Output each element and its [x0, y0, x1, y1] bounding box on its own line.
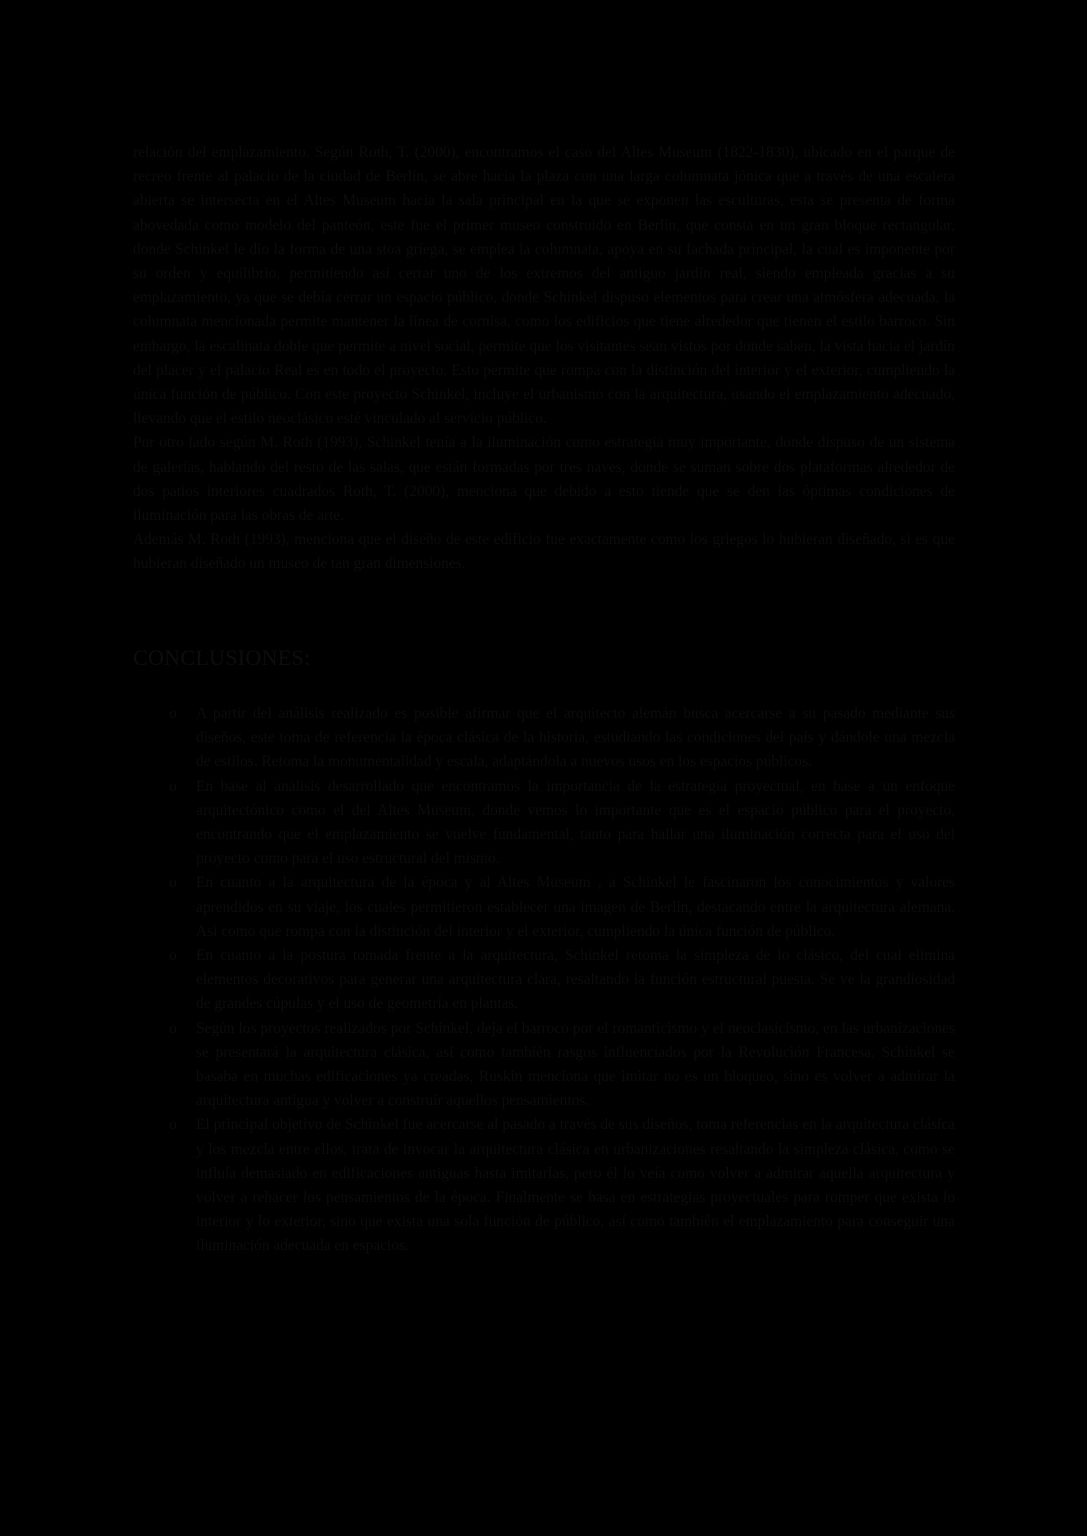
body-text: [133, 141, 955, 577]
conclusion-text-5: Según los proyectos realizados por Schinkel, deja el barroco por el romanticismo y el neoclasicismo, en las urbanizaciones se presentará la arquitectura clásica, así como también rasgos influenciados por la Revolución Francesa. Schinkel se basaba en muchas edificaciones ya creadas, Ruskin menciona que imitar no es un bloqueo, sino es volver a admirar la arquitectura antigua y volver a construir aquellos pensamientos.: [196, 1019, 955, 1110]
conclusion-text-4: En cuanto a la postura tomada frente a la arquitectura, Schinkel retoma la simpleza de lo clásico, del cual elimina elementos decorativos para generar una arquitectura clara, resaltando la función estructural puesta. Se ve la grandiosidad de grandes cúpulas y el uso de geometría en plantas.: [196, 947, 955, 1013]
bullet-circle-icon: o: [169, 947, 177, 965]
bullet-circle-icon: o: [169, 777, 177, 795]
conclusion-item-2: [160, 775, 955, 872]
body-paragraph-1: relación del emplazamiento. Según Roth, T. (2000), encontramos el caso del Altes Museum (1822-1830), ubicado en el parque de recreo frente al palacio de la ciudad de Berlín, se abre hacia la plaza con una larga columnata jónica que a través de una escalera abierta se intersecta en el Altes Museum hacia la sala principal en la que se exponen las esculturas, esta se presenta de forma abovedada como modelo del panteón, este fue el primer museo construido en Berlín, que consta en un gran bloque rectangular, donde Schinkel le dio la forma de una stoa griega, se emplea la columnata, apoya en su fachada principal, la cual es imponente por su orden y equilibrio, permitiendo así cerrar uno de los extremos del antiguo jardín real, siendo empleada gracias a su emplazamiento, ya que se debía cerrar un espacio público, donde Schinkel dispuso elementos para crear una atmósfera adecuada, la columnata mencionada permite mantener la línea de cornisa, como los edificios que tiene alrededor que tienen el estilo barroco. Sin embargo, la escalinata doble que permite a nivel social, permite que los visitantes sean vistos por donde saben, la vista hacia el jardín del placer y el palacio Real es en todo el proyecto. Esto permite que rompa con la distinción del interior y el exterior, cumpliendo la única función de público. Con este proyecto Schinkel, incluye el urbanismo con la arquitectura, usando el emplazamiento adecuado, llevando que el estilo neoclásico esté vinculado al servicio público.: [133, 144, 955, 428]
body-paragraph-3: Además M. Roth (1993), menciona que el diseño de este edificio fue exactamente como los griegos lo hubieran diseñado, si es que hubieran diseñado un museo de tan gran dimensiones.: [133, 531, 955, 573]
bullet-circle-icon: o: [169, 1116, 177, 1134]
conclusions-heading: CONCLUSIONES:: [133, 645, 311, 670]
bullet-circle-icon: o: [169, 874, 177, 892]
bullet-circle-icon: o: [169, 1019, 177, 1037]
conclusion-item-1: [160, 702, 955, 775]
conclusion-text-2: En base al análisis desarrollado que encontramos la importancia de la estrategia proyectual, en base a un enfoque arquitectónico como el del Altes Museum, donde vemos lo importante que es el espacio público para el proyecto, encontrando que el emplazamiento se vuelve fundamental, tanto para hallar una iluminación correcta para el uso del proyecto como para el uso estructural del mismo.: [196, 777, 955, 868]
conclusion-item-4: [160, 944, 955, 1017]
conclusion-text-3: En cuanto a la arquitectura de la época y al Altes Museum , a Schinkel le fascinaron los conocimientos y valores aprendidos en su viaje, los cuales permitieron establecer una imagen de Berlín, destacando entre la arquitectura alemana. Así como que rompa con la distinción del interior y el exterior, cumpliendo la única función de público.: [196, 874, 955, 940]
conclusion-item-5: [160, 1017, 955, 1114]
conclusions-list: [160, 702, 955, 1259]
bullet-circle-icon: o: [169, 705, 177, 722]
body-paragraph-2: Por otro lado según M. Roth (1993), Schinkel tenía a la iluminación como estrategia muy importante, donde dispuso de un sistema de galerías, hablando del resto de las salas, que están formadas por tres naves, donde se suman sobre dos plataformas alrededor de dos patios interiores cuadrados Roth, T. (2000), menciona que debido a esto tiende que se den las óptimas condiciones de iluminación para las obras de arte.: [133, 434, 955, 525]
conclusion-item-3: [160, 871, 955, 944]
conclusion-item-6: [160, 1113, 955, 1258]
conclusion-text-6: El principal objetivo de Schinkel fue acercarse al pasado a través de sus diseños, toma referencias en la arquitectura clásica y los mezcla entre ellos, trata de invocar la arquitectura clásica en urbanizaciones resaltando la simpleza clásica, como se influía demasiado en edificaciones antiguas hasta imitarlas, pero él lo veía como volver a admirar aquella arquitectura y volver a rehacer los pensamientos de la época. Finalmente se basa en estrategias proyectuales para romper que exista lo interior y lo exterior, sino que exista una sola función de público, así como también el emplazamiento para conseguir una iluminación adecuada en espacios.: [196, 1116, 955, 1255]
conclusion-text-1: A partir del análisis realizado es posible afirmar que el arquitecto alemán busca acercarse a su pasado mediante sus diseños, este toma de referencia la época clásica de la historia, estudiando las condiciones del país y dándole una mezcla de estilos. Retoma la monumentalidad y escala, adaptándola a nuevos usos en los espacios públicos.: [196, 705, 955, 771]
